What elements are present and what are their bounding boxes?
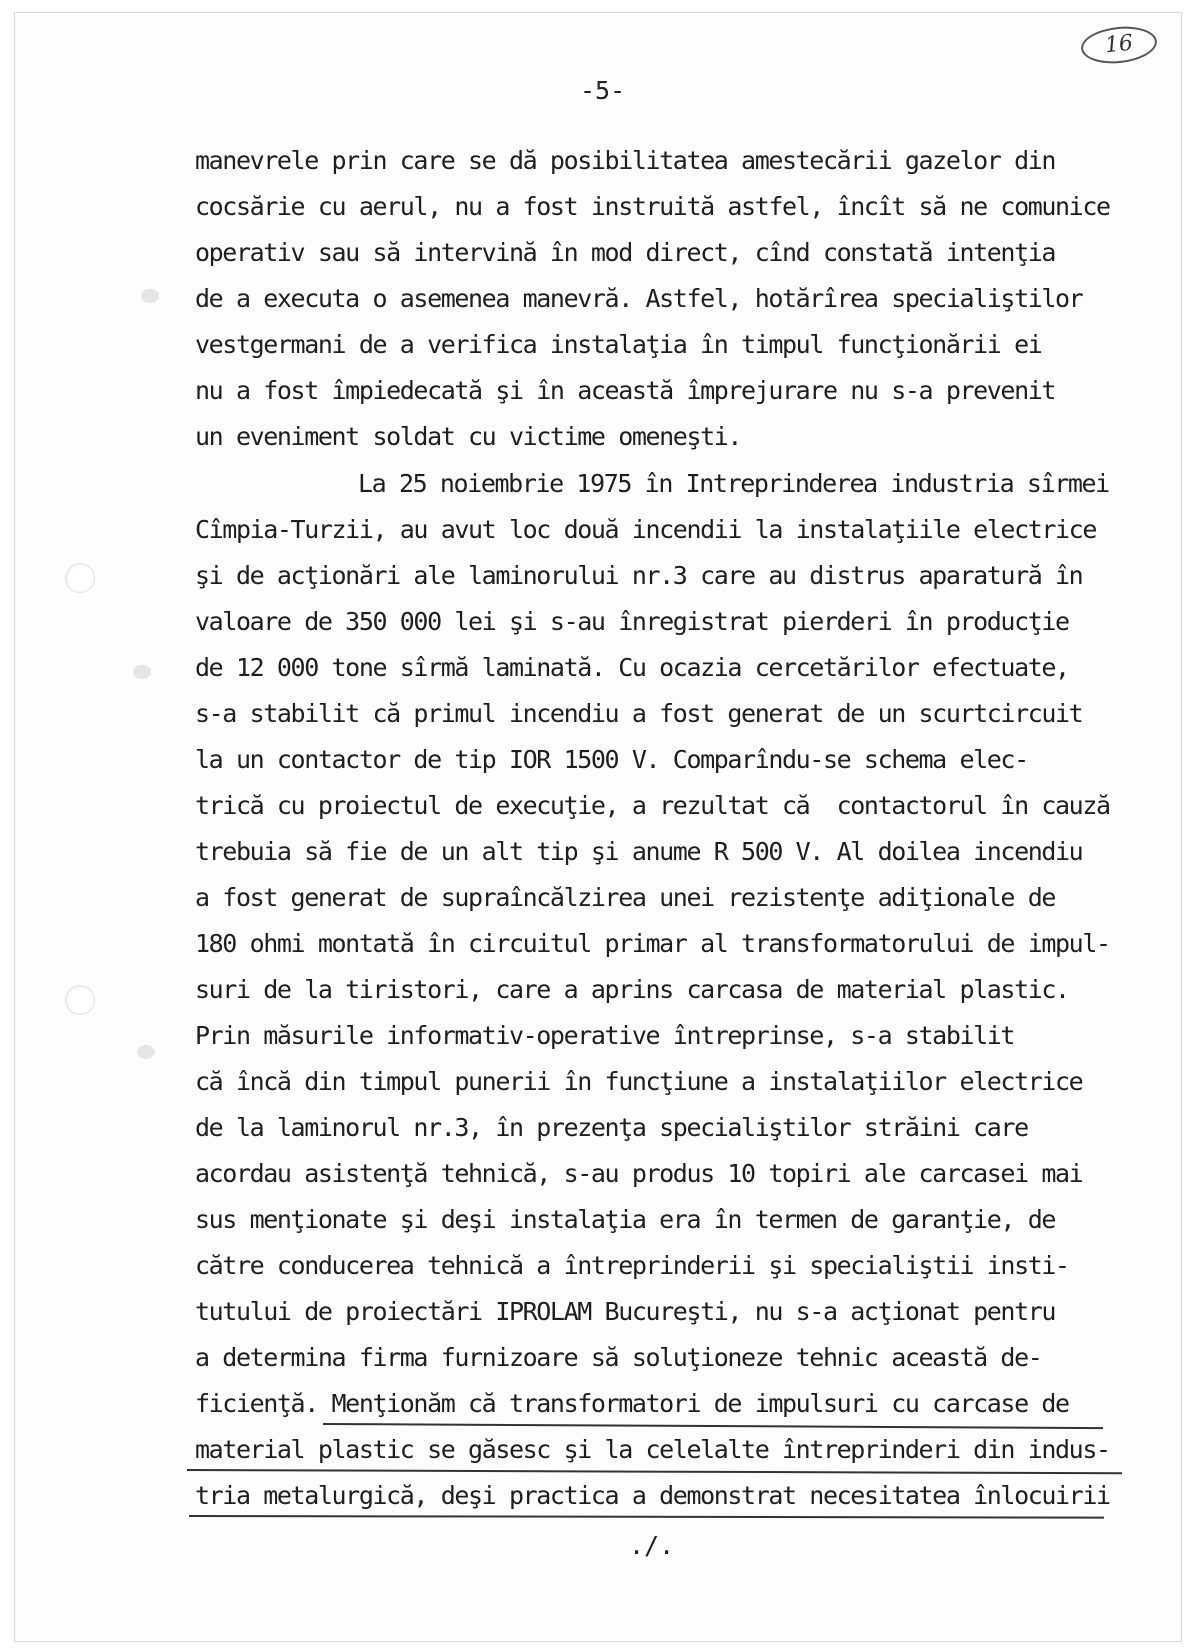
text-line: Prin măsurile informativ-operative întreprinse, s-a stabilit bbox=[195, 1021, 1015, 1050]
text-line: s-a stabilit că primul incendiu a fost generat de un scurtcircuit bbox=[195, 699, 1083, 728]
continuation-mark: ./. bbox=[629, 1531, 675, 1560]
paper-smudge bbox=[133, 665, 151, 679]
text-line: trebuia să fie de un alt tip şi anume R 500 V. Al doilea incendiu bbox=[195, 837, 1083, 866]
page-number: -5- bbox=[580, 76, 626, 105]
paper-smudge bbox=[137, 1045, 155, 1059]
punch-hole-top bbox=[65, 563, 95, 593]
text-line: La 25 noiembrie 1975 în Intreprinderea industria sîrmei bbox=[358, 469, 1109, 498]
folio-number: 16 bbox=[1079, 23, 1158, 67]
text-line: cocsărie cu aerul, nu a fost instruită astfel, încît să ne comunice bbox=[195, 192, 1110, 221]
text-line: de a executa o asemenea manevră. Astfel, hotărîrea specialiştilor bbox=[195, 284, 1083, 313]
text-line: şi de acţionări ale laminorului nr.3 care au distrus aparatură în bbox=[195, 561, 1083, 590]
text-line: Cîmpia-Turzii, au avut loc două incendii la instalaţiile electrice bbox=[195, 515, 1096, 544]
text-line: tria metalurgică, deşi practica a demonstrat necesitatea înlocuirii bbox=[195, 1481, 1110, 1510]
text-line: 180 ohmi montată în circuitul primar al transformatorului de impul- bbox=[195, 929, 1110, 958]
handwritten-underline bbox=[323, 1423, 1103, 1429]
punch-hole-bottom bbox=[65, 985, 95, 1015]
text-line: a fost generat de supraîncălzirea unei rezistenţe adiţionale de bbox=[195, 883, 1056, 912]
text-line: manevrele prin care se dă posibilitatea amestecării gazelor din bbox=[195, 146, 1056, 175]
handwritten-underline bbox=[189, 1515, 1104, 1519]
text-line: nu a fost împiedecată şi în această împrejurare nu s-a prevenit bbox=[195, 376, 1056, 405]
text-line: de la laminorul nr.3, în prezenţa specialiştilor străini care bbox=[195, 1113, 1028, 1142]
text-line: operativ sau să intervină în mod direct, cînd constată intenţia bbox=[195, 238, 1056, 267]
text-line: valoare de 350 000 lei şi s-au înregistrat pierderi în producţie bbox=[195, 607, 1069, 636]
text-line: un eveniment soldat cu victime omeneşti. bbox=[195, 422, 742, 451]
handwritten-underline bbox=[187, 1469, 1122, 1474]
paper-smudge bbox=[141, 289, 159, 303]
text-line: vestgermani de a verifica instalaţia în timpul funcţionării ei bbox=[195, 330, 1042, 359]
text-line: la un contactor de tip IOR 1500 V. Comparîndu-se schema elec- bbox=[195, 745, 1028, 774]
text-line: trică cu proiectul de execuţie, a rezultat că contactorul în cauză bbox=[195, 791, 1110, 820]
text-line: către conducerea tehnică a întreprinderii şi specialiştii insti- bbox=[195, 1251, 1069, 1280]
text-line: acordau asistenţă tehnică, s-au produs 10 topiri ale carcasei mai bbox=[195, 1159, 1083, 1188]
text-line: de 12 000 tone sîrmă laminată. Cu ocazia cercetărilor efectuate, bbox=[195, 653, 1069, 682]
text-line: tutului de proiectări IPROLAM Bucureşti, nu s-a acţionat pentru bbox=[195, 1297, 1056, 1326]
document-page bbox=[14, 12, 1182, 1642]
text-line: sus menţionate şi deşi instalaţia era în termen de garanţie, de bbox=[195, 1205, 1056, 1234]
text-line: ficienţă. Menţionăm că transformatori de impulsuri cu carcase de bbox=[195, 1389, 1069, 1418]
text-line: material plastic se găsesc şi la celelalte întreprinderi din indus- bbox=[195, 1435, 1110, 1464]
text-line: suri de la tiristori, care a aprins carcasa de material plastic. bbox=[195, 975, 1069, 1004]
text-line: că încă din timpul punerii în funcţiune a instalaţiilor electrice bbox=[195, 1067, 1083, 1096]
text-line: a determina firma furnizoare să soluţioneze tehnic această de- bbox=[195, 1343, 1042, 1372]
